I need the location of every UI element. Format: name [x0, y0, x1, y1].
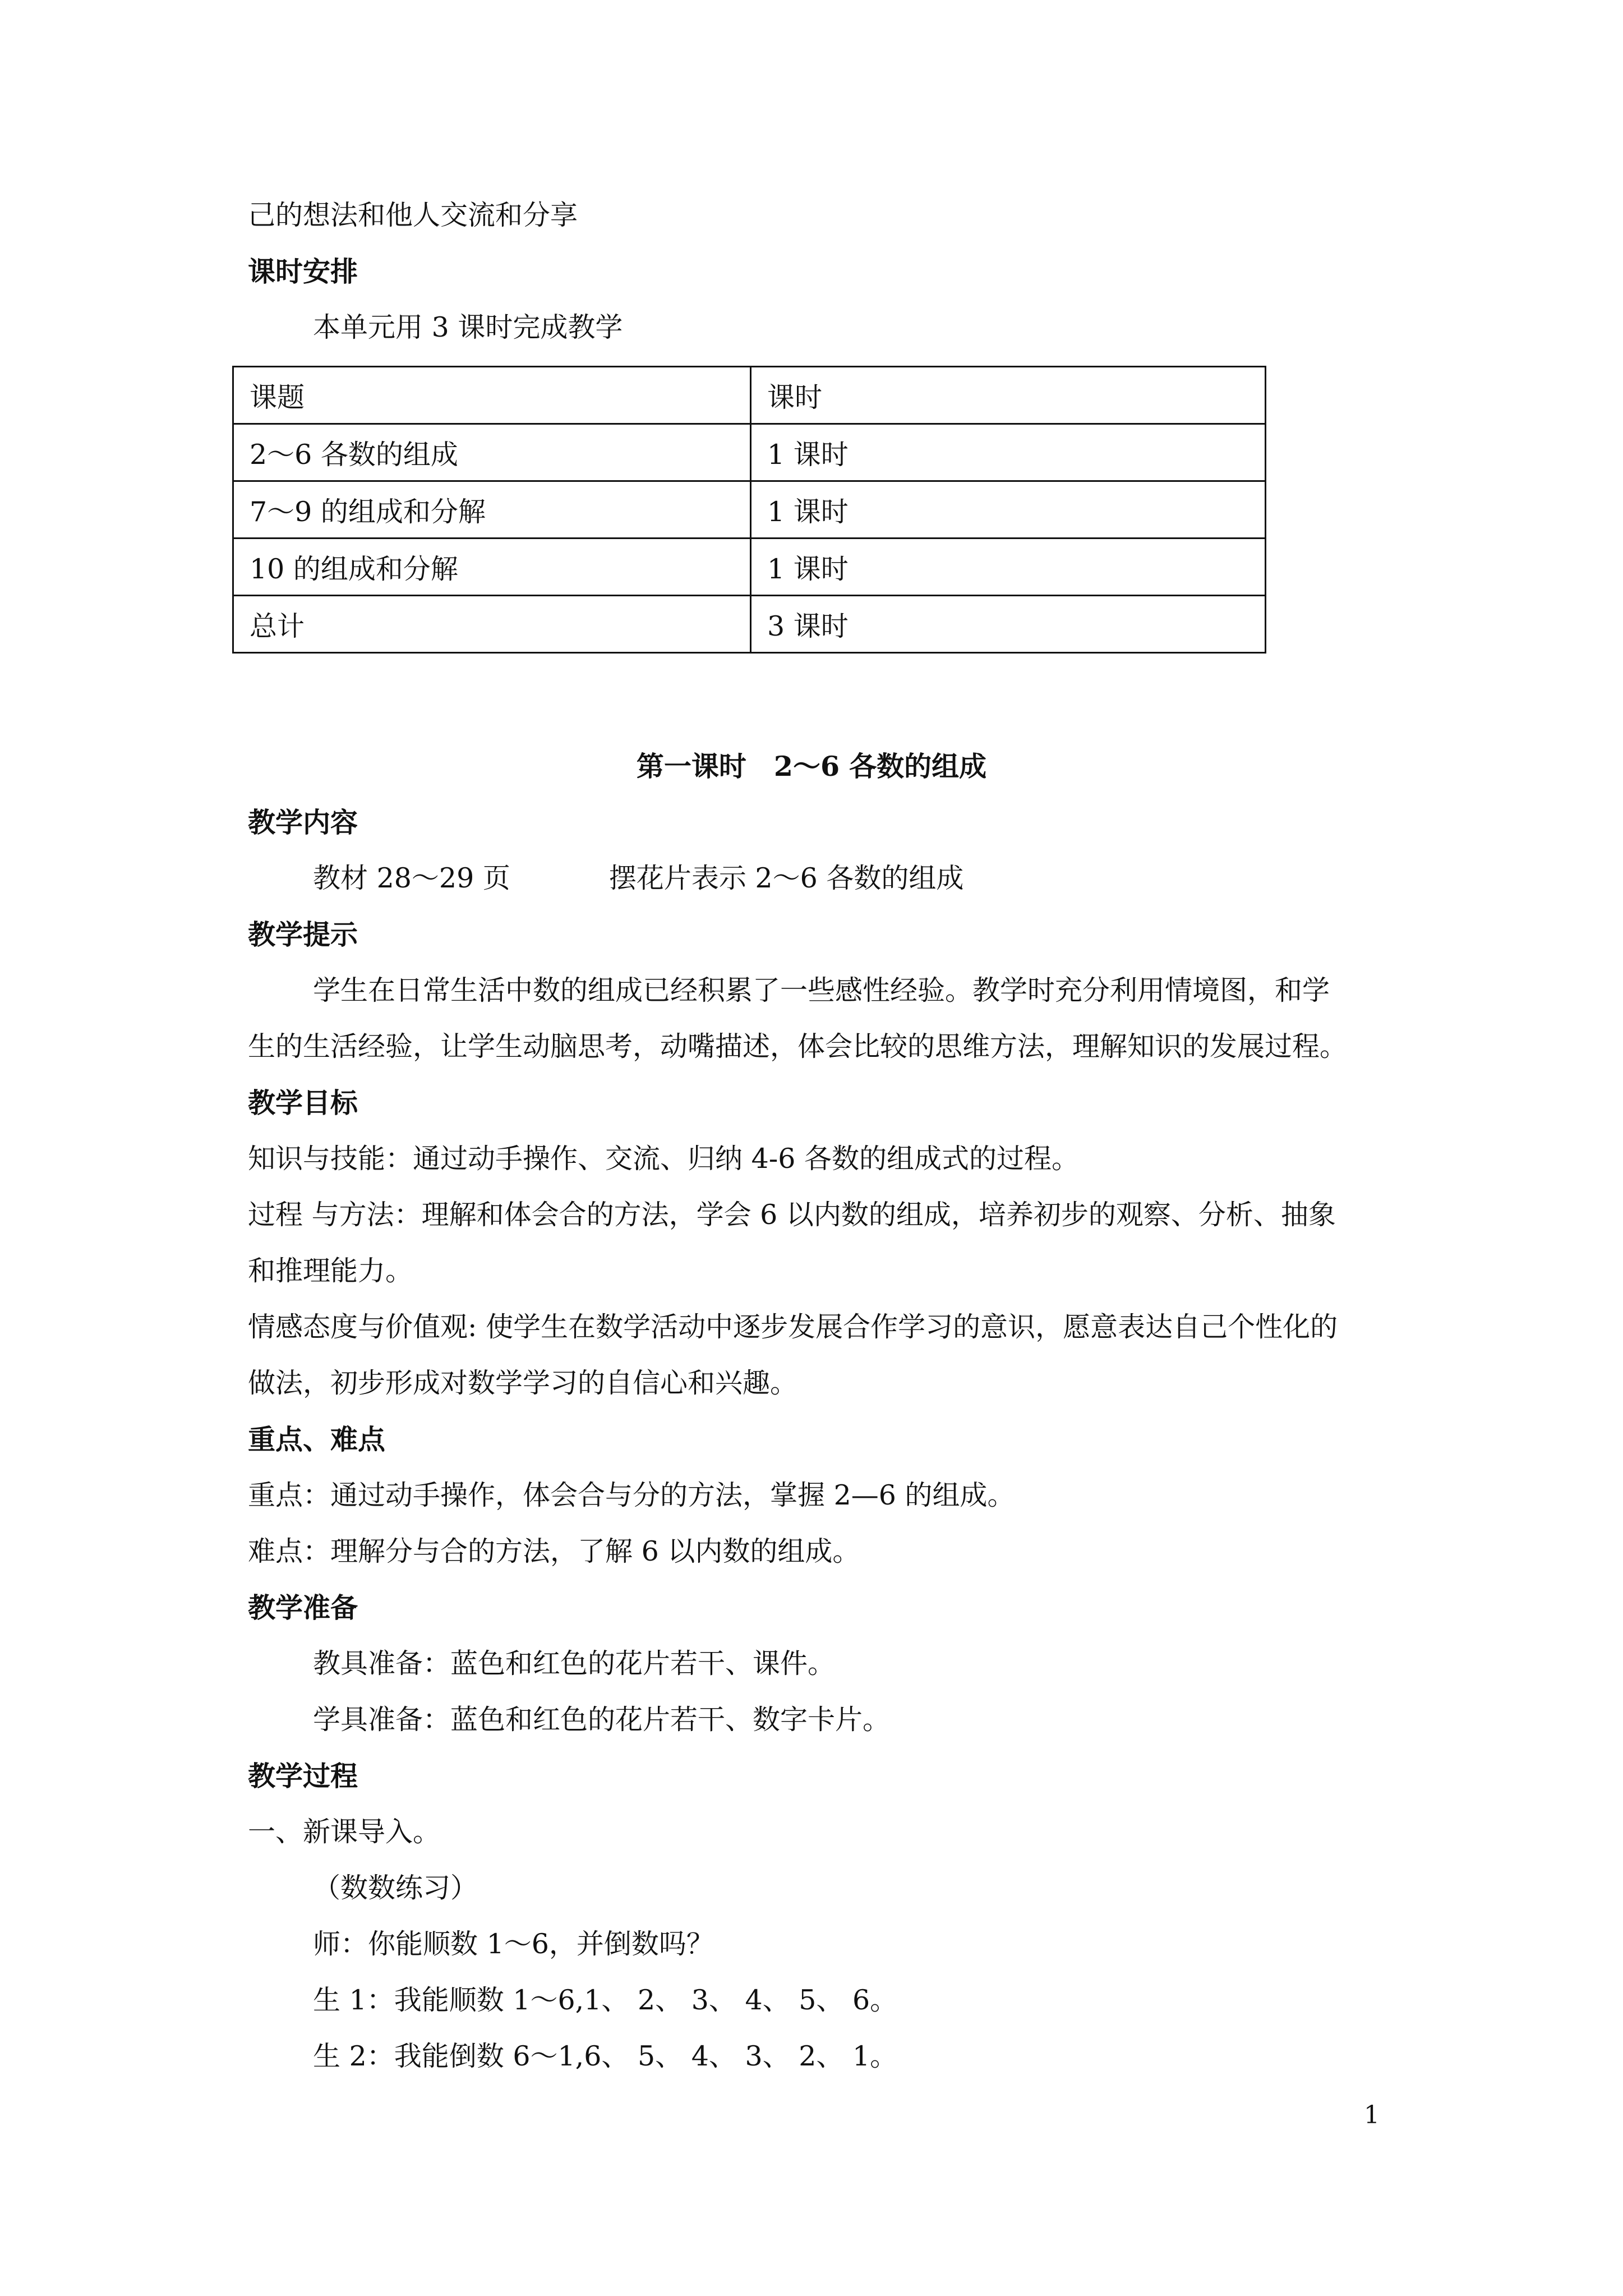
row-topic: 10 的组成和分解	[233, 539, 751, 596]
row-hours: 3 课时	[751, 596, 1266, 653]
row-hours: 1 课时	[751, 539, 1266, 596]
row-hours: 1 课时	[751, 424, 1266, 481]
tips-line: 学生在日常生活中数的组成已经积累了一些感性经验。教学时充分利用情境图，和学	[313, 974, 1330, 1006]
tips-heading: 教学提示	[248, 918, 358, 951]
prep-teacher: 教具准备：蓝色和红色的花片若干、课件。	[313, 1648, 836, 1680]
key-point: 重点：通过动手操作，体会合与分的方法，掌握 2—6 的组成。	[248, 1479, 1015, 1511]
header-topic: 课题	[233, 367, 751, 424]
table-row-total	[233, 596, 1266, 653]
dialog-student-2: 生 2：我能倒数 6～1,6、 5、 4、 3、 2、 1。	[313, 2040, 898, 2072]
dialog-student-1: 生 1：我能顺数 1～6,1、 2、 3、 4、 5、 6。	[313, 1984, 898, 2016]
goal-emotion: 做法，初步形成对数学学习的自信心和兴趣。	[248, 1367, 798, 1399]
row-hours: 1 课时	[751, 481, 1266, 539]
difficult-point: 难点：理解分与合的方法，了解 6 以内数的组成。	[248, 1535, 860, 1567]
process-heading: 教学过程	[248, 1760, 358, 1792]
step-subtitle: （数数练习）	[313, 1872, 478, 1904]
content-desc: 摆花片表示 2～6 各数的组成	[608, 862, 964, 894]
content-heading: 教学内容	[248, 806, 358, 839]
key-heading: 重点、难点	[248, 1423, 386, 1456]
table-row	[233, 424, 1266, 481]
schedule-table	[232, 366, 1266, 654]
goal-knowledge: 知识与技能：通过动手操作、交流、归纳 4-6 各数的组成式的过程。	[248, 1143, 1080, 1175]
schedule-heading: 课时安排	[248, 255, 358, 288]
schedule-summary: 本单元用 3 课时完成教学	[313, 311, 623, 343]
row-topic: 2～6 各数的组成	[233, 424, 751, 481]
content-line	[313, 862, 963, 895]
table-row	[233, 539, 1266, 596]
content-pages: 教材 28～29 页	[313, 862, 510, 894]
goal-process: 过程 与方法：理解和体会合的方法，学会 6 以内数的组成，培养初步的观察、分析、抽象	[248, 1199, 1336, 1231]
lesson-title: 第一课时 2～6 各数的组成	[636, 750, 987, 783]
row-topic: 7～9 的组成和分解	[233, 481, 751, 539]
goals-heading: 教学目标	[248, 1087, 358, 1119]
goal-emotion: 情感态度与价值观: 使学生在数学活动中逐步发展合作学习的意识，愿意表达自己个性化的	[248, 1311, 1338, 1343]
table-row	[233, 481, 1266, 539]
intro-continued: 己的想法和他人交流和分享	[248, 199, 578, 231]
dialog-teacher: 师：你能顺数 1～6，并倒数吗？	[313, 1928, 714, 1960]
tips-line: 生的生活经验，让学生动脑思考，动嘴描述，体会比较的思维方法，理解知识的发展过程。	[248, 1030, 1348, 1062]
table-header-row	[233, 367, 1266, 424]
step-new-lesson: 一、新课导入。	[248, 1816, 441, 1848]
prep-student: 学具准备：蓝色和红色的花片若干、数字卡片。	[313, 1704, 891, 1736]
goal-process: 和推理能力。	[248, 1255, 413, 1287]
prep-heading: 教学准备	[248, 1591, 358, 1624]
page-number: 1	[1364, 2101, 1380, 2129]
row-topic: 总计	[233, 596, 751, 653]
header-hours: 课时	[751, 367, 1266, 424]
